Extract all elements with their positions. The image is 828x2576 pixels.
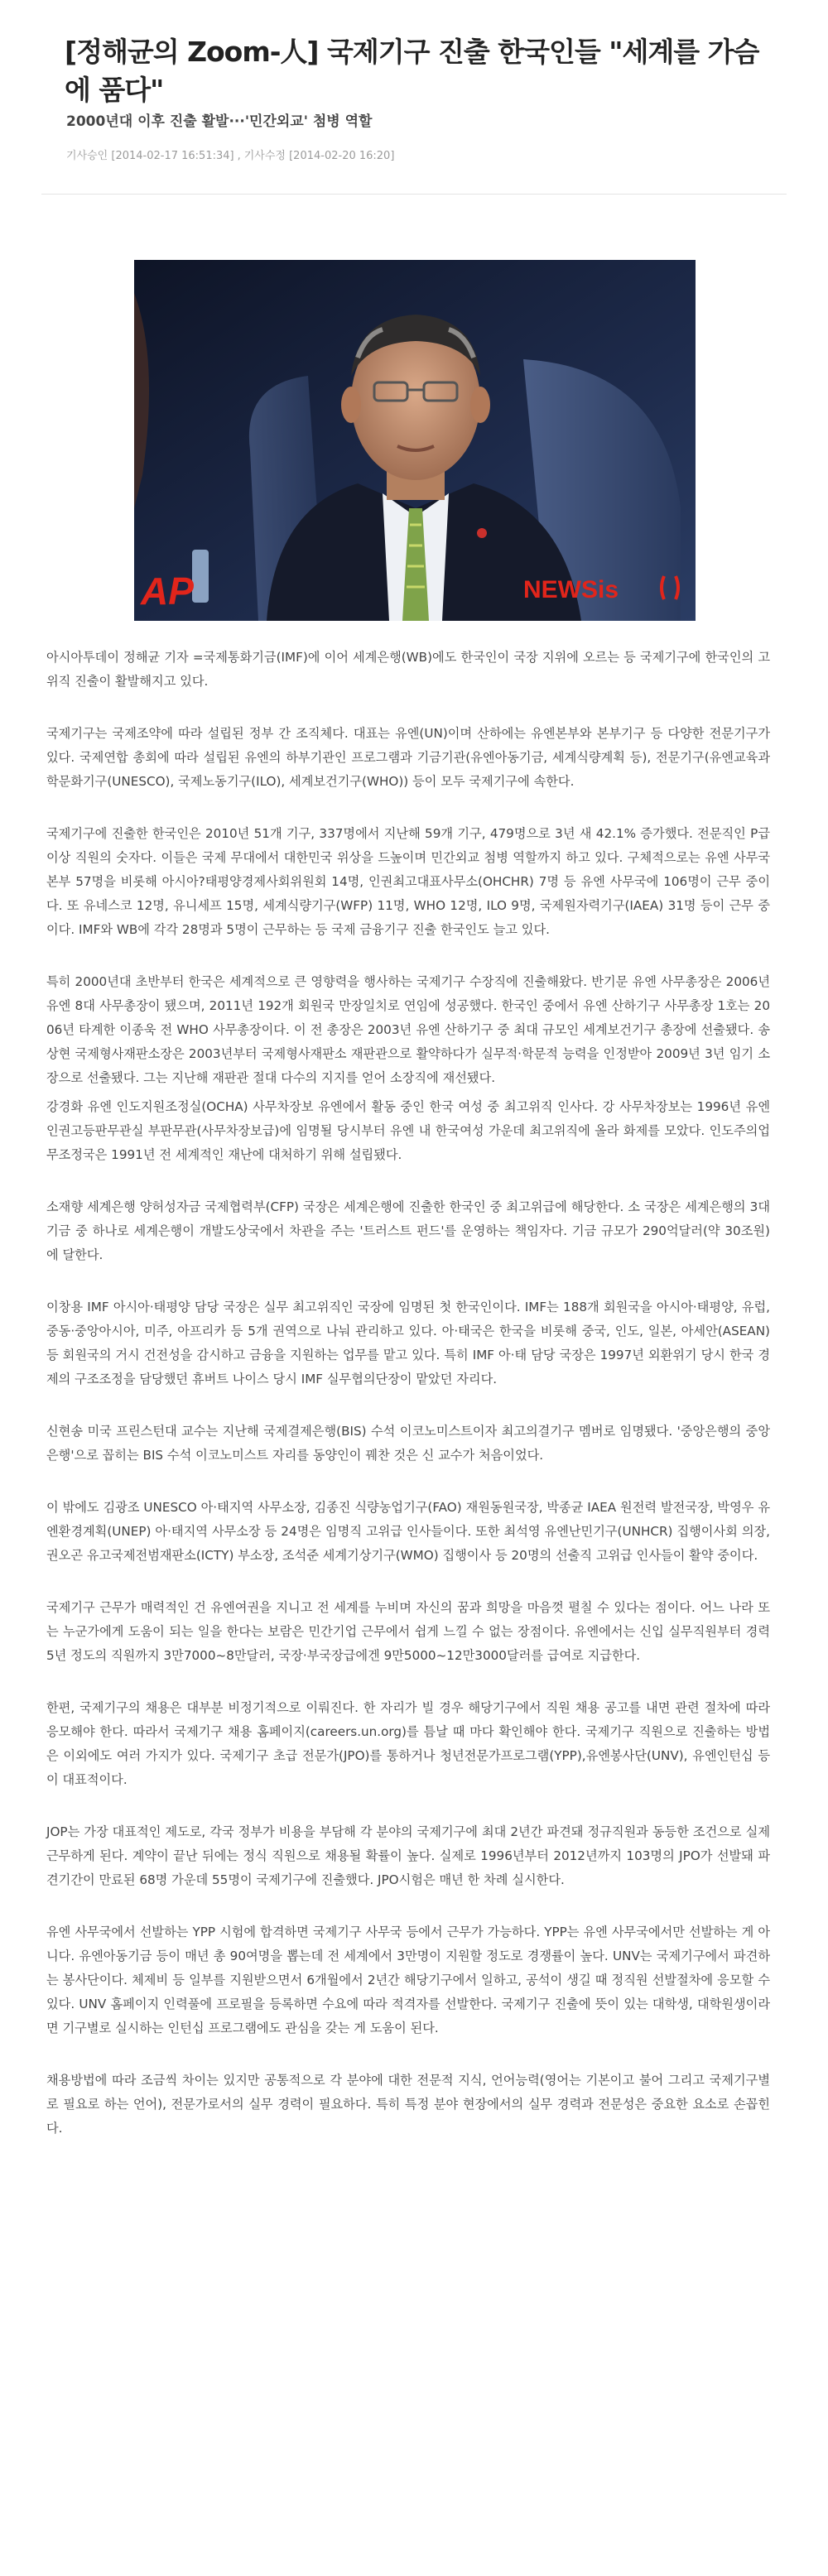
paragraph-4: 특히 2000년대 초반부터 한국은 세계적으로 큰 영향력을 행사하는 국제기구 수장직에 진출해왔다. 반기문 유엔 사무총장은 2006년 유엔 8대 사무총장이 됐으며, 2011년 192개 회원국 만장일치로 연임에 성공했다. 한국인 중에서 유엔 산하기구 사무총장 1호는 2006년 타계한 이종욱 전 WHO 사무총장이다. 이 전 총장은 2003년 유엔 산하기구 중 최대 규모인 세계보건기구 총장에 선출됐다. 송상현 국제형사재판소장은 2003년부터 국제형사재판소 재판관으로 활약하다가 실무적·학문적 능력을 인정받아 2009년 3년 임기 소장으로 선출됐다. 그는 지난해 재판관 절대 다수의 지지를 얻어 소장직에 재선됐다. (46, 974, 770, 1085)
newsis-logo: NEWSis (523, 576, 619, 603)
paragraph-10: 국제기구 근무가 매력적인 건 유엔여권을 지니고 전 세계를 누비며 자신의 꿈과 희망을 마음껏 펼칠 수 있다는 점이다. 어느 나라 또는 누군가에게 도움이 되는 일을 한다는 보람은 민간기업 근무에서 쉽게 느낄 수 없는 장점이다. 유엔에서는 신입 실무직원부터 경력 5년 정도의 직원까지 3만7000~8만달러, 국장·부국장급에겐 9만5000~12만3000달러를 급여로 지급한다. (46, 1600, 770, 1663)
paragraph-13: 유엔 사무국에서 선발하는 YPP 시험에 합격하면 국제기구 사무국 등에서 근무가 가능하다. YPP는 유엔 사무국에서만 선발하는 게 아니다. 유엔아동기금 등이 매년 총 90여명을 뽑는데 전 세계에서 3만명이 지원할 정도로 경쟁률이 높다. UNV는 국제기구에서 파견하는 봉사단이다. 체제비 등 일부를 지원받으면서 6개월에서 2년간 해당기구에서 일하고, 공석이 생길 때 정직원 선발절차에 응모할 수 있다. UNV 홈페이지 인력풀에 프로필을 등록하면 수요에 따라 적격자를 선발한다. 국제기구 진출에 뜻이 있는 대학생, 대학원생이라면 기구별로 실시하는 인턴십 프로그램에도 관심을 갖는 게 도움이 된다. (46, 1925, 770, 2035)
meta-separator: , (237, 150, 241, 162)
paragraph-9: 이 밖에도 김광조 UNESCO 아·태지역 사무소장, 김종진 식량농업기구(FAO) 재원동원국장, 박종균 IAEA 원전력 발전국장, 박영우 유엔환경계획(UNEP) 아·태지역 사무소장 등 24명은 임명직 고위급 인사들이다. 또한 최석영 유엔난민기구(UNHCR) 집행이사회 의장, 권오곤 유고국제전범재판소(ICTY) 부소장, 조석준 세계기상기구(WMO) 집행이사 등 20명의 선출직 고위급 인사들이 활약 중이다. (46, 1500, 770, 1563)
paragraph-3: 국제기구에 진출한 한국인은 2010년 51개 기구, 337명에서 지난해 59개 기구, 479명으로 3년 새 42.1% 증가했다. 전문직인 P급 이상 직원의 숫자다. 이들은 국제 무대에서 대한민국 위상을 드높이며 민간외교 첨병 역할까지 하고 있다. 구체적으로는 유엔 사무국 본부 57명을 비롯해 아시아?태평양경제사회위원회 14명, 인권최고대표사무소(OHCHR) 7명 등 유엔 사무국에 106명이 근무 중이다. 또 유네스코 12명, 유니세프 15명, 세계식량기구(WFP) 11명, WHO 12명, ILO 9명, 국제원자력기구(IAEA) 31명 등이 근무 중이다. IMF와 WB에 각각 28명과 5명이 근무하는 등 국제 금융기구 진출 한국인도 늘고 있다. (46, 826, 770, 937)
paragraph-12: JOP는 가장 대표적인 제도로, 각국 정부가 비용을 부담해 각 분야의 국제기구에 최대 2년간 파견돼 정규직원과 동등한 조건으로 실제 근무하게 된다. 계약이 끝난 뒤에는 정식 직원으로 채용될 확률이 높다. 실제로 1996년부터 2012년까지 103명의 JPO가 선발돼 파견기간이 만료된 68명 가운데 55명이 국제기구에 진출했다. JPO시험은 매년 한 차례 실시한다. (46, 1824, 770, 1887)
article-meta (66, 149, 394, 164)
header-divider (41, 194, 787, 195)
photo-illustration (134, 260, 696, 621)
paragraph-5: 강경화 유엔 인도지원조정실(OCHA) 사무차장보 유엔에서 활동 중인 한국 여성 중 최고위직 인사다. 강 사무차장보는 1996년 유엔 인권고등판무관실 부판무관(사무차장보급)에 임명될 당시부터 유엔 내 한국여성 가운데 최고위직에 올라 화제를 모았다. 인도주의업무조정국은 1991년 전 세계적인 재난에 대처하기 위해 설립됐다. (46, 1099, 770, 1162)
modified-label: 기사수정 (243, 150, 286, 162)
article-photo (134, 260, 696, 621)
article-body (46, 646, 770, 2169)
paragraph-6: 소재향 세계은행 양허성자금 국제협력부(CFP) 국장은 세계은행에 진출한 한국인 중 최고위급에 해당한다. 소 국장은 세계은행의 3대 기금 중 하나로 세계은행이 개발도상국에서 차관을 주는 '트러스트 펀드'를 운영하는 책임자다. 기금 규모가 290억달러(약 30조원)에 달한다. (46, 1199, 770, 1262)
article-headline: [정해균의 Zoom-人] 국제기구 진출 한국인들 "세계를 가슴에 품다" (65, 36, 759, 106)
modified-date: [2014-02-20 16:20] (289, 150, 395, 162)
paragraph-14: 채용방법에 따라 조금씩 차이는 있지만 공통적으로 각 분야에 대한 전문적 지식, 언어능력(영어는 기본이고 불어 그리고 국제기구별로 필요로 하는 언어), 전문가로서의 실무 경력이 필요하다. 특히 특정 분야 현장에서의 실무 경력과 전문성은 중요한 요소로 손꼽힌다. (46, 2073, 770, 2136)
published-date: [2014-02-17 16:51:34] (111, 150, 234, 162)
published-label: 기사승인 (66, 150, 108, 162)
paragraph-2: 국제기구는 국제조약에 따라 설립된 정부 간 조직체다. 대표는 유엔(UN)이며 산하에는 유엔본부와 본부기구 등 다양한 전문기구가 있다. 국제연합 총회에 따라 설립된 유엔의 하부기관인 프로그램과 기금기관(유엔아동기금, 세계식량계획 등), 전문기구(유엔교육과학문화기구(UNESCO), 국제노동기구(ILO), 세계보건기구(WHO)) 등이 모두 국제기구에 속한다. (46, 726, 770, 789)
paragraph-8: 신현송 미국 프린스턴대 교수는 지난해 국제결제은행(BIS) 수석 이코노미스트이자 최고의결기구 멤버로 임명됐다. '중앙은행의 중앙은행'으로 꼽히는 BIS 수석 이코노미스트 자리를 동양인이 꿰찬 것은 신 교수가 처음이었다. (46, 1424, 770, 1463)
paragraph-11: 한편, 국제기구의 채용은 대부분 비정기적으로 이뤄진다. 한 자리가 빌 경우 해당기구에서 직원 채용 공고를 내면 관련 절차에 따라 응모해야 한다. 따라서 국제기구 채용 홈페이지(careers.un.org)를 틈날 때 마다 확인해야 한다. 국제기구 직원으로 진출하는 방법은 이외에도 여러 가지가 있다. 국제기구 초급 전문가(JPO)를 통하거나 청년전문가프로그램(YPP),유엔봉사단(UNV), 유엔인턴십 등이 대표적이다. (46, 1700, 770, 1787)
ap-logo: AP (141, 570, 194, 613)
article-subheadline: 2000년대 이후 진출 활발···'민간외교' 첨병 역할 (66, 113, 373, 130)
paragraph-1: 아시아투데이 정해균 기자 =국제통화기금(IMF)에 이어 세계은행(WB)에도 한국인이 국장 지위에 오르는 등 국제기구에 한국인의 고위직 진출이 활발해지고 있다. (46, 650, 770, 689)
paragraph-7: 이창용 IMF 아시아·태평양 담당 국장은 실무 최고위직인 국장에 임명된 첫 한국인이다. IMF는 188개 회원국을 아시아·태평양, 유럽, 중동·중앙아시아, 미주, 아프리카 등 5개 권역으로 나눠 관리하고 있다. 아·태국은 한국을 비롯해 중국, 인도, 일본, 아세안(ASEAN) 등 회원국의 거시 건전성을 감시하고 금융을 지원하는 업무를 맡고 있다. 특히 IMF 아·태 담당 국장은 1997년 외환위기 당시 한국 경제의 구조조정을 담당했던 휴버트 나이스 당시 IMF 실무협의단장이 맡았던 자리다. (46, 1300, 770, 1387)
